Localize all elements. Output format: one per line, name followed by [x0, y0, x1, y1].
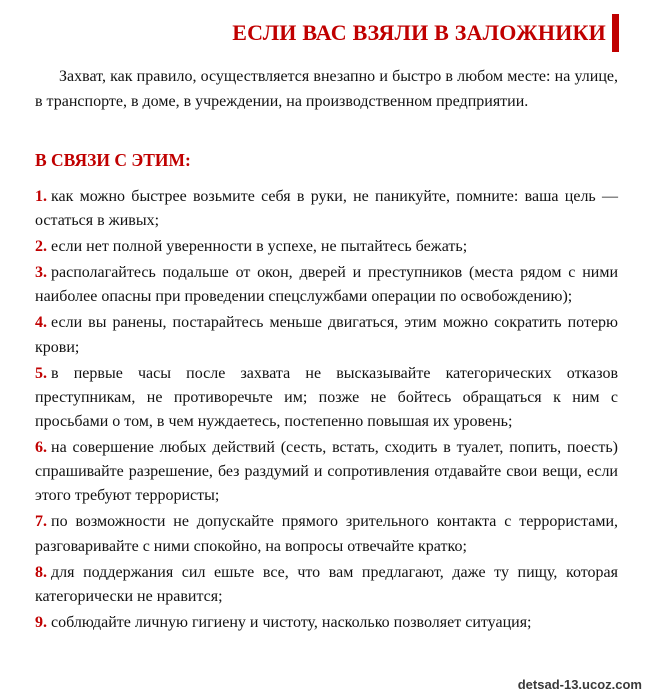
item-text: для поддержания сил ешьте все, что вам предлагают, даже ту пищу, которая категорически не нравится; — [35, 563, 618, 605]
item-text: если вы ранены, постарайтесь меньше двигаться, этим можно сократить потерю крови; — [35, 314, 618, 356]
list-item — [35, 436, 618, 509]
item-text: как можно быстрее возьмите себя в руки, не паникуйте, помните: ваша цель — остаться в живых; — [35, 188, 618, 230]
item-text: соблюдайте личную гигиену и чистоту, насколько позволяет ситуация; — [51, 613, 532, 631]
intro-paragraph: Захват, как правило, осуществляется внезапно и быстро в любом месте: на улице, в транспорте, в доме, в учреждении, на производственном предприятии. — [35, 68, 618, 110]
item-number: 7. — [35, 513, 47, 531]
list-item — [35, 611, 618, 635]
item-number: 4. — [35, 314, 47, 332]
item-number: 1. — [35, 188, 47, 205]
page-title: ЕСЛИ ВАС ВЗЯЛИ В ЗАЛОЖНИКИ — [232, 20, 606, 45]
item-text: располагайтесь подальше от окон, дверей и преступников (места рядом с ними наиболее опасны при проведении спецслужбами операции по освобождению); — [35, 264, 618, 306]
item-number: 8. — [35, 563, 47, 581]
list-item — [35, 235, 618, 259]
item-text: на совершение любых действий (сесть, встать, сходить в туалет, попить, поесть) спрашивайте разрешение, без раздумий и сопротивления отдавайте свои вещи, если этого требуют террористы; — [35, 439, 618, 505]
list-item — [35, 561, 618, 609]
title-block — [232, 14, 619, 52]
list-item — [35, 261, 618, 309]
list-item — [35, 311, 618, 359]
item-number: 5. — [35, 364, 47, 382]
section-heading: В СВЯЗИ С ЭТИМ: — [35, 150, 191, 170]
item-text: по возможности не допускайте прямого зрительного контакта с террористами, разговаривайте с ними спокойно, на вопросы отвечайте кратко; — [35, 513, 618, 555]
item-text: в первые часы после захвата не высказывайте категорических отказов преступникам, не противоречьте им; позже не бойтесь обращаться к ним с просьбами о том, в чем нуждаетесь, постепенно повышая их уровень; — [35, 364, 618, 431]
site-watermark: detsad-13.ucoz.com — [517, 677, 642, 692]
instructions-list — [35, 185, 618, 637]
list-item — [35, 185, 618, 233]
item-number: 9. — [35, 613, 47, 631]
item-text: если нет полной уверенности в успехе, не пытайтесь бежать; — [51, 238, 468, 256]
list-item — [35, 510, 618, 558]
title-accent-bar — [612, 14, 619, 52]
list-item — [35, 362, 618, 435]
item-number: 3. — [35, 264, 47, 282]
item-number: 2. — [35, 238, 47, 256]
item-number: 6. — [35, 439, 47, 457]
